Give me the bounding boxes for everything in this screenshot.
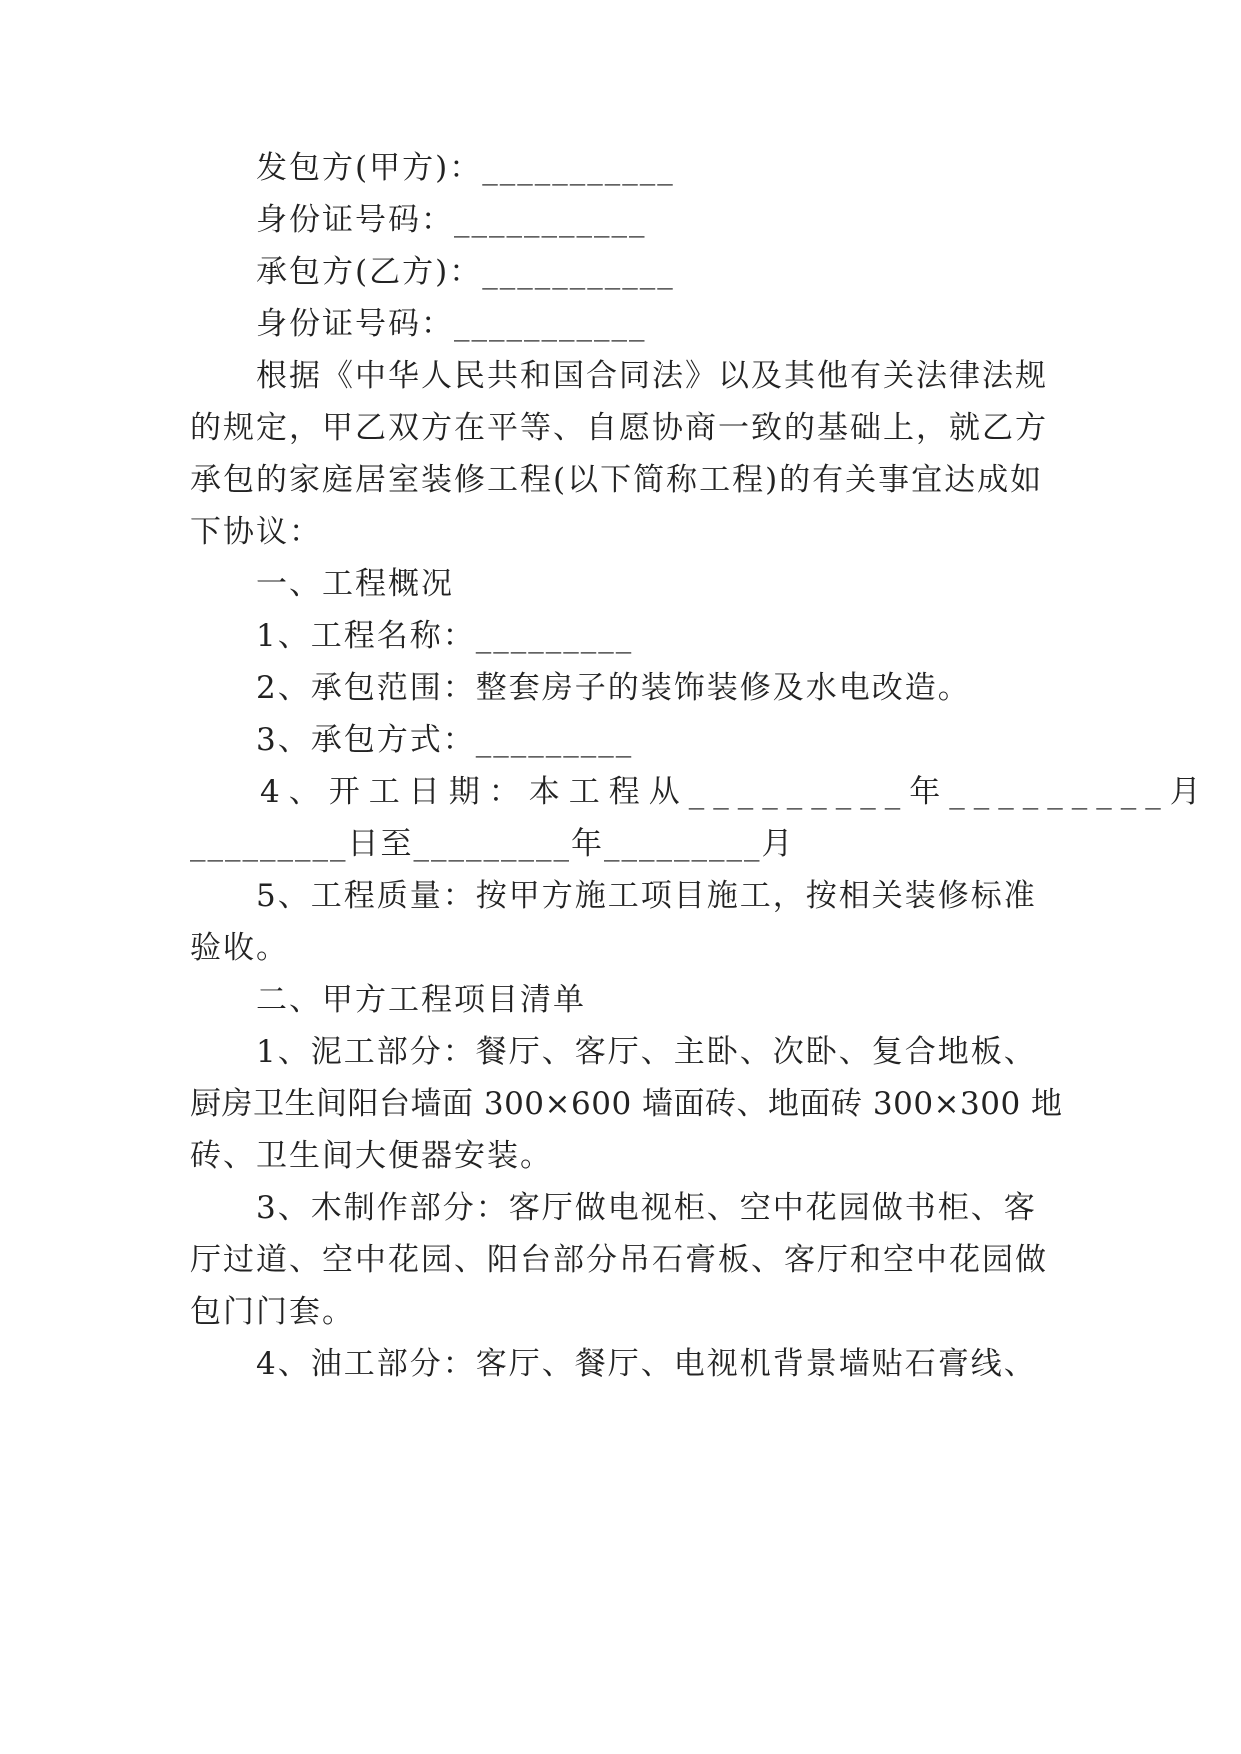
quality-line-2: 验收。 bbox=[190, 930, 289, 966]
start-date-line-1: 4、开工日期：本工程从_________年_________月 bbox=[260, 774, 1210, 810]
carpentry-line-3: 包门门套。 bbox=[190, 1294, 355, 1330]
painting-line-1: 4、油工部分：客厅、餐厅、电视机背景墙贴石膏线、 bbox=[256, 1346, 1037, 1382]
carpentry-line-2: 厅过道、空中花园、阳台部分吊石膏板、客厅和空中花园做 bbox=[190, 1242, 1048, 1278]
masonry-line-2: 厨房卫生间阳台墙面 300×600 墙面砖、地面砖 300×300 地 bbox=[190, 1086, 1063, 1122]
party-a-id-line: 身份证号码：___________ bbox=[256, 202, 647, 238]
masonry-line-1: 1、泥工部分：餐厅、客厅、主卧、次卧、复合地板、 bbox=[256, 1034, 1037, 1070]
preamble-line-3: 承包的家庭居室装修工程(以下简称工程)的有关事宜达成如 bbox=[190, 462, 1044, 498]
contract-method-line: 3、承包方式：_________ bbox=[256, 722, 634, 758]
quality-line-1: 5、工程质量：按甲方施工项目施工，按相关装修标准 bbox=[256, 878, 1037, 914]
preamble-line-1: 根据《中华人民共和国合同法》以及其他有关法律法规 bbox=[256, 358, 1048, 394]
carpentry-line-1: 3、木制作部分：客厅做电视柜、空中花园做书柜、客 bbox=[256, 1190, 1037, 1226]
project-name-line: 1、工程名称：_________ bbox=[256, 618, 634, 654]
preamble-line-2: 的规定，甲乙双方在平等、自愿协商一致的基础上，就乙方 bbox=[190, 410, 1048, 446]
section-heading-1: 一、工程概况 bbox=[256, 566, 454, 602]
party-b-id-line: 身份证号码：___________ bbox=[256, 306, 647, 342]
section-heading-2: 二、甲方工程项目清单 bbox=[256, 982, 586, 1018]
masonry-line-3: 砖、卫生间大便器安装。 bbox=[190, 1138, 553, 1174]
party-a-line: 发包方(甲方)：___________ bbox=[256, 150, 675, 186]
preamble-line-4: 下协议： bbox=[190, 514, 322, 550]
start-date-line-2: _________日至_________年_________月 bbox=[190, 826, 795, 862]
scope-line: 2、承包范围：整套房子的装饰装修及水电改造。 bbox=[256, 670, 971, 706]
party-b-line: 承包方(乙方)：___________ bbox=[256, 254, 675, 290]
